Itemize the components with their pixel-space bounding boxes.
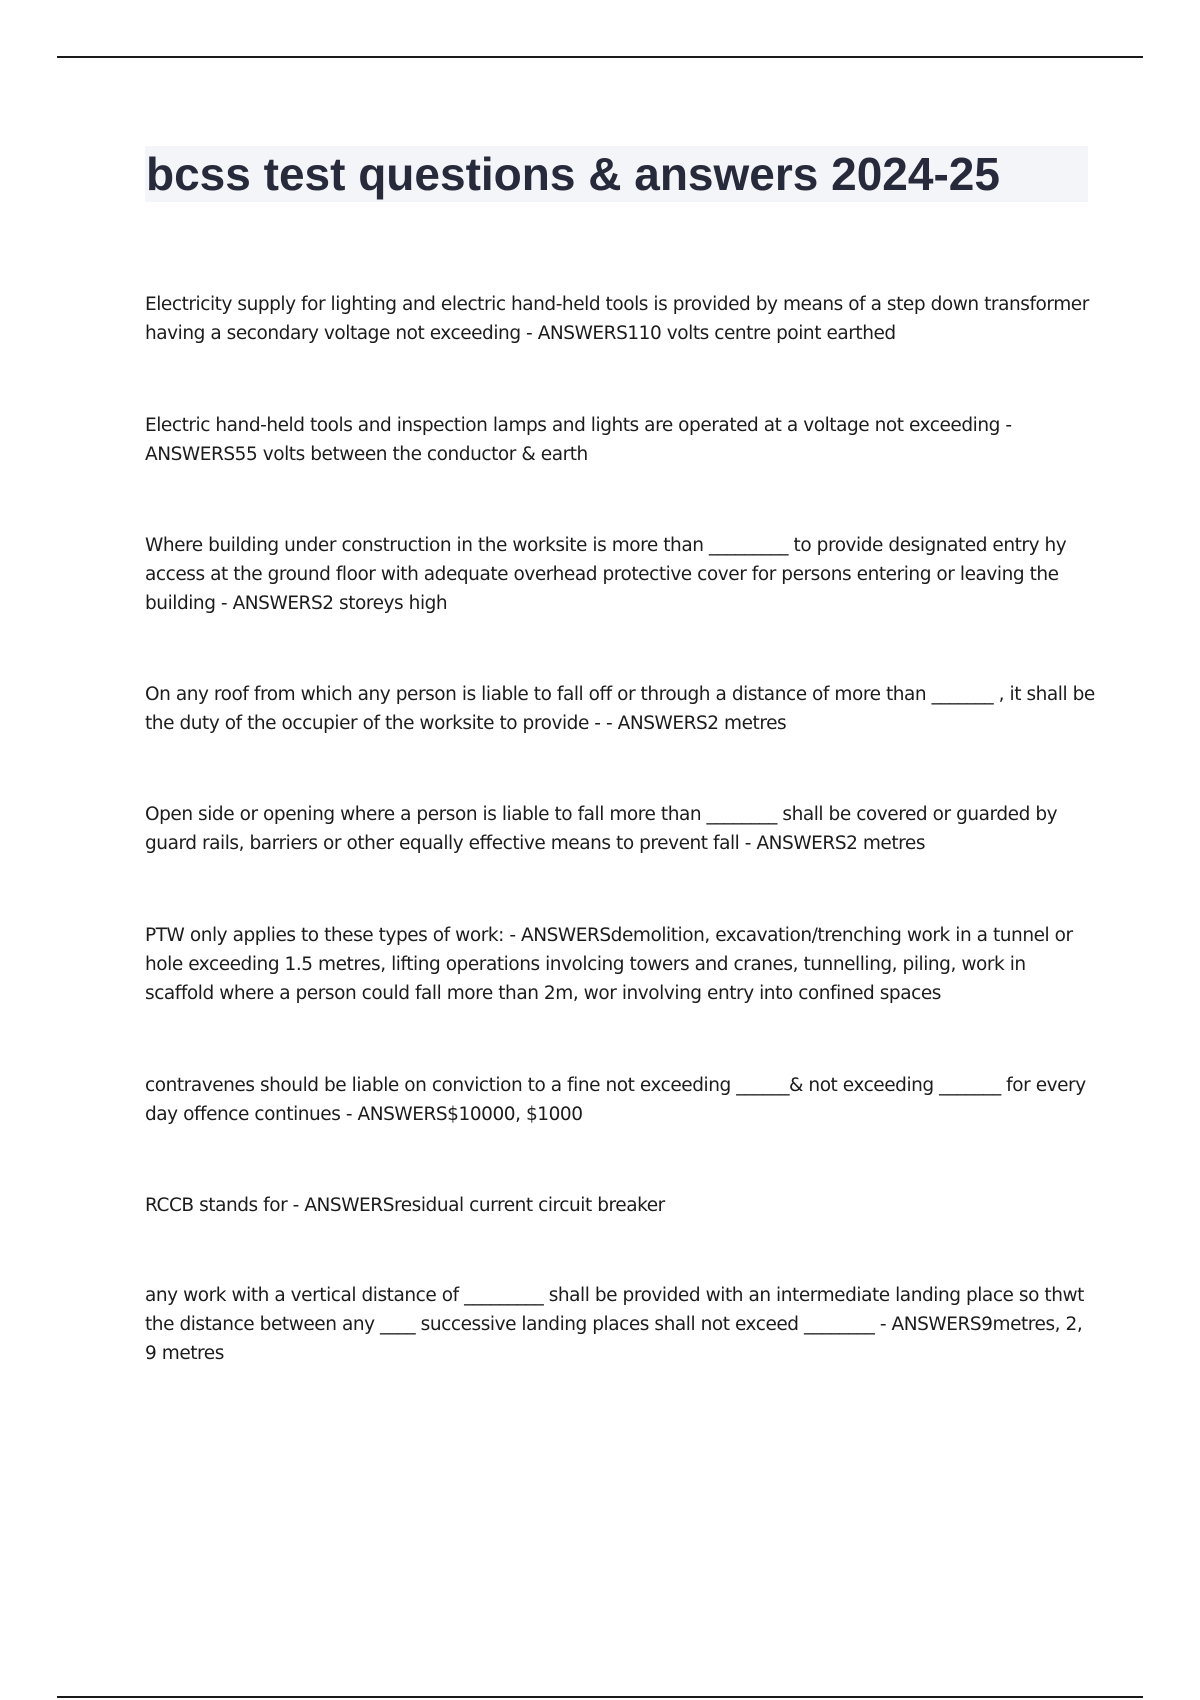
bottom-divider — [57, 1696, 1143, 1698]
page-title: bcss test questions & answers 2024-25 — [146, 148, 1000, 200]
qa-item-2: Electric hand-held tools and inspection lamps and lights are operated at a voltage not exceeding - ANSWERS55 volts between the conductor & earth — [145, 415, 1012, 465]
top-divider — [57, 56, 1143, 58]
qa-item-3: Where building under construction in the worksite is more than _________ to provide designated entry hy access at the ground floor with adequate overhead protective cover for persons entering or leaving the building - ANSWERS2 storeys high — [145, 535, 1067, 614]
qa-item-4: On any roof from which any person is liable to fall off or through a distance of more than _______ , it shall be the duty of the occupier of the worksite to provide - - ANSWERS2 metres — [145, 684, 1095, 734]
qa-item-1: Electricity supply for lighting and electric hand-held tools is provided by means of a step down transformer having a secondary voltage not exceeding - ANSWERS110 volts centre point earthed — [145, 294, 1089, 344]
qa-item-8: RCCB stands for - ANSWERSresidual current circuit breaker — [145, 1195, 665, 1216]
title-banner — [145, 146, 1088, 202]
qa-item-9: any work with a vertical distance of _________ shall be provided with an intermediate landing place so thwt the distance between any ____ successive landing places shall not exceed ________ - ANSWERS9metres, 2, 9 metres — [145, 1285, 1084, 1364]
qa-item-6: PTW only applies to these types of work: - ANSWERSdemolition, excavation/trenching work in a tunnel or hole exceeding 1.5 metres, lifting operations involcing towers and cranes, tunnelling, piling, work in scaffold where a person could fall more than 2m, wor involving entry into confined spaces — [145, 925, 1073, 1004]
qa-item-7: contravenes should be liable on conviction to a fine not exceeding ______& not exceeding _______ for every day offence continues - ANSWERS$10000, $1000 — [145, 1075, 1086, 1125]
qa-item-5: Open side or opening where a person is liable to fall more than ________ shall be covered or guarded by guard rails, barriers or other equally effective means to prevent fall - ANSWERS2 metres — [145, 804, 1058, 854]
